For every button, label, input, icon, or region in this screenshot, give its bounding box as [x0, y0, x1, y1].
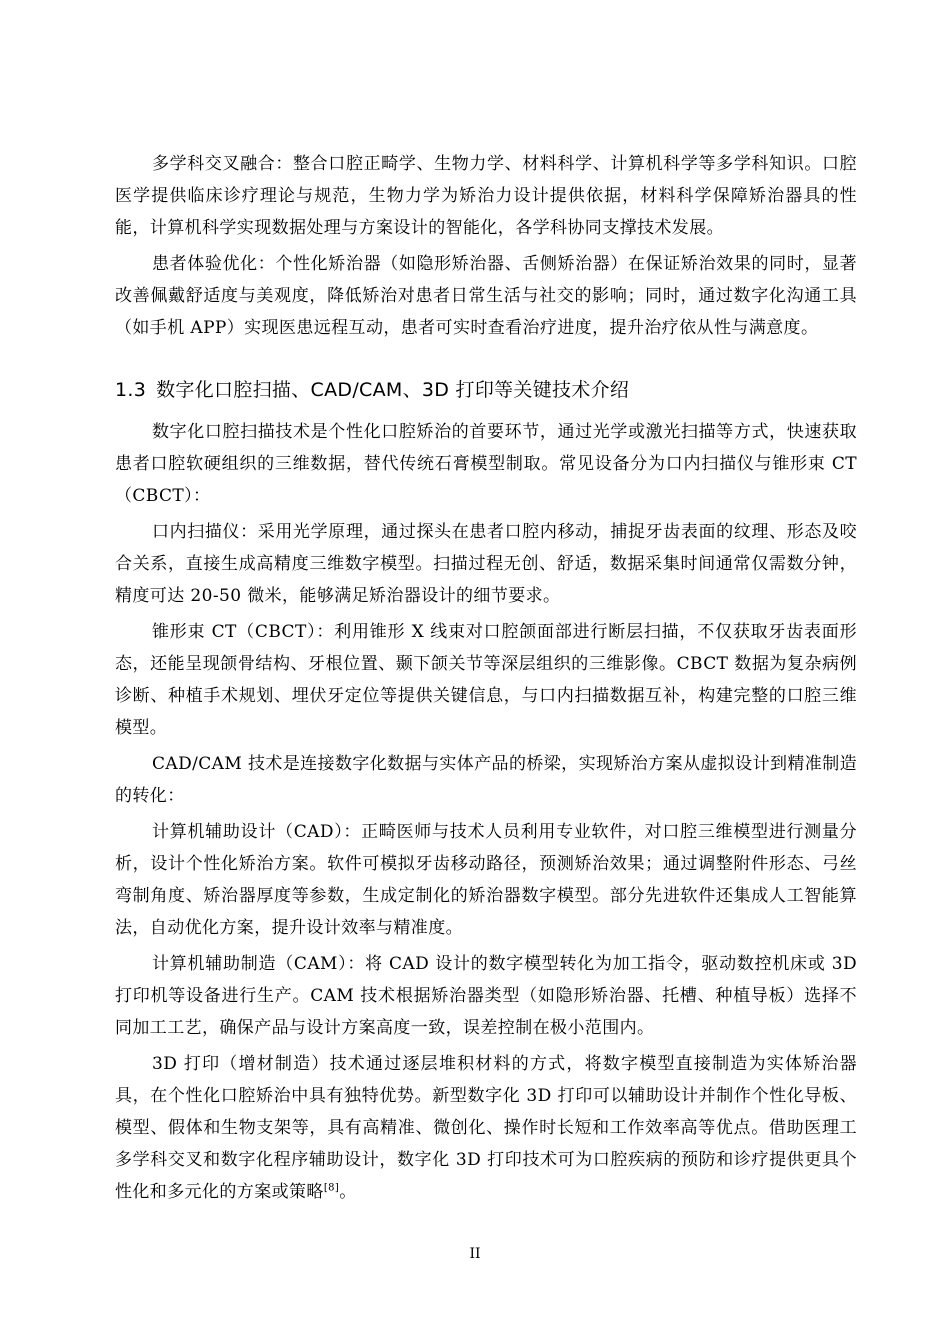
citation-reference: [8]	[323, 1182, 340, 1194]
paragraph-cad-cam-intro: CAD/CAM 技术是连接数字化数据与实体产品的桥梁，实现矫治方案从虚拟设计到精准制造的转化：	[115, 754, 857, 806]
section-title: 数字化口腔扫描、CAD/CAM、3D 打印等关键技术介绍	[156, 379, 630, 401]
section-heading	[115, 374, 857, 406]
paragraph-3d-printing-text: 3D 打印（增材制造）技术通过逐层堆积材料的方式，将数字模型直接制造为实体矫治器具，在个性化口腔矫治中具有独特优势。新型数字化 3D 打印可以辅助设计并制作个性化导板、模型、假体和生物支架等，具有高精准、微创化、操作时长短和工作效率高等优点。借助医理工多学科交叉和数字化程序辅助设计，数字化 3D 打印技术可为口腔疾病的预防和诊疗提供更具个性化和多元化的方案或策略	[115, 1054, 857, 1202]
page-body	[115, 148, 857, 1212]
paragraph-cam: 计算机辅助制造（CAM）：将 CAD 设计的数字模型转化为加工指令，驱动数控机床或 3D 打印机等设备进行生产。CAM 技术根据矫治器类型（如隐形矫治器、托槽、种植导板）选择不同加工工艺，确保产品与设计方案高度一致，误差控制在极小范围内。	[115, 954, 857, 1038]
paragraph-3d-printing-end: 。	[339, 1182, 357, 1202]
paragraph-cad: 计算机辅助设计（CAD）：正畸医师与技术人员利用专业软件，对口腔三维模型进行测量分析，设计个性化矫治方案。软件可模拟牙齿移动路径，预测矫治效果；通过调整附件形态、弓丝弯制角度、矫治器厚度等参数，生成定制化的矫治器数字模型。部分先进软件还集成人工智能算法，自动优化方案，提升设计效率与精准度。	[115, 822, 857, 938]
paragraph-cbct: 锥形束 CT（CBCT）：利用锥形 X 线束对口腔颌面部进行断层扫描，不仅获取牙齿表面形态，还能呈现颌骨结构、牙根位置、颞下颌关节等深层组织的三维影像。CBCT 数据为复杂病例诊断、种植手术规划、埋伏牙定位等提供关键信息，与口内扫描数据互补，构建完整的口腔三维模型。	[115, 622, 857, 738]
paragraph-intraoral-scanner: 口内扫描仪：采用光学原理，通过探头在患者口腔内移动，捕捉牙齿表面的纹理、形态及咬合关系，直接生成高精度三维数字模型。扫描过程无创、舒适，数据采集时间通常仅需数分钟，精度可达 20-50 微米，能够满足矫治器设计的细节要求。	[115, 522, 857, 606]
section-number: 1.3	[115, 379, 147, 401]
paragraph-multidisciplinary: 多学科交叉融合：整合口腔正畸学、生物力学、材料科学、计算机科学等多学科知识。口腔医学提供临床诊疗理论与规范，生物力学为矫治力设计提供依据，材料科学保障矫治器具的性能，计算机科学实现数据处理与方案设计的智能化，各学科协同支撑技术发展。	[115, 154, 857, 238]
paragraph-oral-scanning: 数字化口腔扫描技术是个性化口腔矫治的首要环节，通过光学或激光扫描等方式，快速获取患者口腔软硬组织的三维数据，替代传统石膏模型制取。常见设备分为口内扫描仪与锥形束 CT（CBCT）：	[115, 422, 857, 506]
paragraph-3d-printing	[115, 1048, 857, 1208]
page-number: II	[469, 1246, 481, 1262]
paragraph-patient-experience: 患者体验优化：个性化矫治器（如隐形矫治器、舌侧矫治器）在保证矫治效果的同时，显著改善佩戴舒适度与美观度，降低矫治对患者日常生活与社交的影响；同时，通过数字化沟通工具（如手机 APP）实现医患远程互动，患者可实时查看治疗进度，提升治疗依从性与满意度。	[115, 254, 857, 338]
